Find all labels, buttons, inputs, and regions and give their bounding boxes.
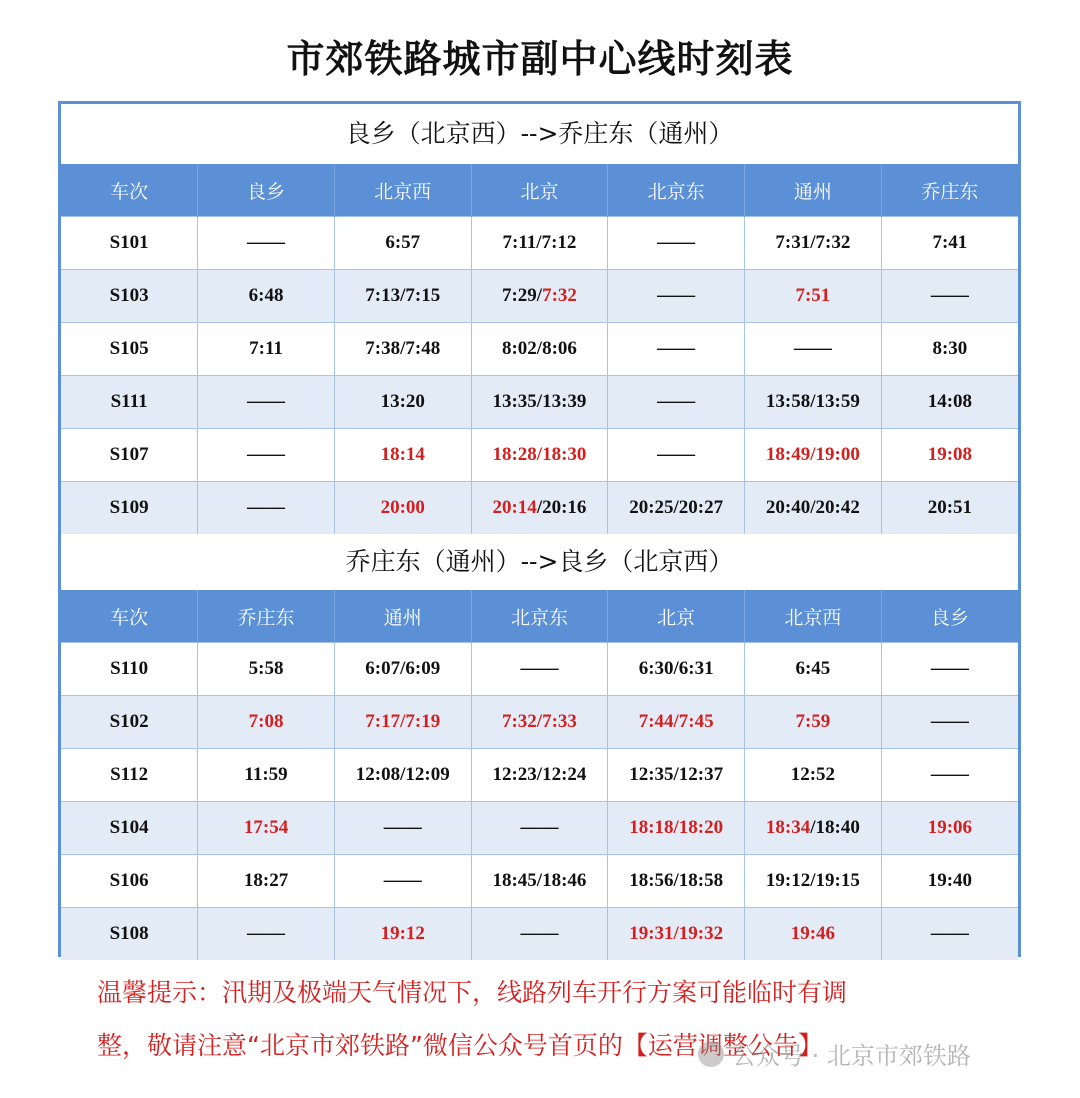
cell-text: —— xyxy=(930,658,969,679)
cell-text: 7:08 xyxy=(248,711,284,732)
cell-text: —— xyxy=(520,817,559,838)
train-number-cell xyxy=(61,217,198,270)
watermark xyxy=(698,1036,971,1071)
time-cell xyxy=(745,802,882,855)
cell-text: 8:30 xyxy=(932,338,968,359)
cell-text: 19:08 xyxy=(927,444,973,465)
time-cell xyxy=(471,376,608,429)
time-cell xyxy=(198,749,335,802)
time-cell xyxy=(881,855,1018,908)
table-row xyxy=(61,749,1018,802)
cell-text: —— xyxy=(657,338,696,359)
header-row xyxy=(61,164,1018,217)
time-cell xyxy=(608,217,745,270)
time-cell xyxy=(471,908,608,961)
time-cell xyxy=(881,908,1018,961)
time-cell xyxy=(745,908,882,961)
header-row xyxy=(61,590,1018,643)
time-cell xyxy=(608,696,745,749)
table-row xyxy=(61,908,1018,961)
train-number-cell xyxy=(61,749,198,802)
cell-text: 7:59 xyxy=(795,711,831,732)
page-title: 市郊铁路城市副中心线时刻表 xyxy=(286,36,794,81)
train-number-cell xyxy=(61,696,198,749)
cell-text: 19:40 xyxy=(927,870,973,891)
column-header: 良乡 xyxy=(198,164,335,217)
time-cell xyxy=(334,855,471,908)
cell-text: 13:35/13:39 xyxy=(492,391,587,412)
cell-text: —— xyxy=(520,658,559,679)
cell-text: 7:29/ xyxy=(501,285,543,306)
time-cell xyxy=(334,376,471,429)
table-row xyxy=(61,323,1018,376)
train-number-cell xyxy=(61,429,198,482)
time-cell xyxy=(334,482,471,535)
time-cell xyxy=(334,323,471,376)
cell-text: 7:51 xyxy=(795,285,831,306)
column-header: 良乡 xyxy=(881,590,1018,643)
cell-text: 19:06 xyxy=(927,817,973,838)
time-cell xyxy=(608,482,745,535)
cell-text: —— xyxy=(247,444,286,465)
cell-text: —— xyxy=(930,285,969,306)
cell-text: S110 xyxy=(110,658,149,679)
cell-text: 7:41 xyxy=(932,232,968,253)
cell-text: 19:12 xyxy=(380,923,425,944)
table-row xyxy=(61,696,1018,749)
table-row xyxy=(61,376,1018,429)
time-cell xyxy=(881,482,1018,535)
cell-text: 18:27 xyxy=(243,870,289,891)
cell-text: 18:49/19:00 xyxy=(765,444,860,465)
column-header: 北京东 xyxy=(608,164,745,217)
cell-text: 18:28/18:30 xyxy=(492,444,587,465)
time-cell xyxy=(198,802,335,855)
time-cell xyxy=(198,429,335,482)
time-cell xyxy=(471,429,608,482)
cell-text: —— xyxy=(383,870,422,891)
cell-text: 20:14 xyxy=(492,497,537,518)
timetable-frame xyxy=(58,101,1021,957)
time-cell xyxy=(881,749,1018,802)
direction-title-outbound: 良乡（北京西）-->乔庄东（通州） xyxy=(345,119,734,148)
cell-text: S111 xyxy=(110,391,148,412)
cell-text: S104 xyxy=(109,817,149,838)
table-row xyxy=(61,855,1018,908)
cell-text: —— xyxy=(793,338,832,359)
direction-title-inbound: 乔庄东（通州）-->良乡（北京西） xyxy=(345,547,734,576)
time-cell xyxy=(745,749,882,802)
cell-text: 7:11/7:12 xyxy=(502,232,577,253)
train-number-cell xyxy=(61,643,198,696)
time-cell xyxy=(471,643,608,696)
time-cell xyxy=(334,749,471,802)
table-row xyxy=(61,270,1018,323)
column-header: 车次 xyxy=(61,590,198,643)
time-cell xyxy=(608,643,745,696)
train-number-cell xyxy=(61,855,198,908)
time-cell xyxy=(608,908,745,961)
time-cell xyxy=(745,270,882,323)
time-cell xyxy=(608,855,745,908)
cell-text: S112 xyxy=(110,764,149,785)
cell-text: 7:13/7:15 xyxy=(365,285,441,306)
cell-text: 8:02/8:06 xyxy=(501,338,577,359)
column-header: 北京东 xyxy=(471,590,608,643)
time-cell xyxy=(471,482,608,535)
time-cell xyxy=(608,749,745,802)
train-number-cell xyxy=(61,270,198,323)
cell-text: 14:08 xyxy=(927,391,973,412)
column-header: 车次 xyxy=(61,164,198,217)
cell-text: 6:45 xyxy=(795,658,831,679)
cell-text: 13:58/13:59 xyxy=(765,391,860,412)
time-cell xyxy=(745,855,882,908)
time-cell xyxy=(471,696,608,749)
time-cell xyxy=(745,429,882,482)
column-header: 北京 xyxy=(471,164,608,217)
cell-text: S107 xyxy=(109,444,149,465)
cell-text: 18:18/18:20 xyxy=(629,817,724,838)
time-cell xyxy=(471,323,608,376)
time-cell xyxy=(881,376,1018,429)
cell-text: 12:52 xyxy=(790,764,836,785)
wechat-icon xyxy=(698,1041,724,1067)
time-cell xyxy=(608,323,745,376)
train-number-cell xyxy=(61,323,198,376)
time-cell xyxy=(471,749,608,802)
time-cell xyxy=(334,908,471,961)
cell-text: S103 xyxy=(109,285,149,306)
time-cell xyxy=(198,323,335,376)
cell-text: 7:31/7:32 xyxy=(775,232,851,253)
train-number-cell xyxy=(61,802,198,855)
cell-text: —— xyxy=(247,923,286,944)
time-cell xyxy=(745,482,882,535)
cell-text: 20:00 xyxy=(380,497,425,518)
cell-text: —— xyxy=(930,764,969,785)
time-cell xyxy=(608,270,745,323)
cell-text: —— xyxy=(930,923,969,944)
cell-text: 18:14 xyxy=(380,444,425,465)
timetable-outbound xyxy=(61,164,1018,534)
notice-line-1: 温馨提示：汛期及极端天气情况下，线路列车开行方案可能临时有调 xyxy=(97,978,848,1007)
time-cell xyxy=(608,376,745,429)
time-cell xyxy=(745,643,882,696)
watermark-text: 公众号 · 北京市郊铁路 xyxy=(732,1042,971,1070)
cell-text: S108 xyxy=(109,923,149,944)
cell-text: 18:56/18:58 xyxy=(629,870,724,891)
time-cell xyxy=(198,482,335,535)
time-cell xyxy=(608,429,745,482)
time-cell xyxy=(198,643,335,696)
timetable-inbound xyxy=(61,590,1018,960)
column-header: 通州 xyxy=(334,590,471,643)
time-cell xyxy=(471,270,608,323)
time-cell xyxy=(608,802,745,855)
cell-text: 6:48 xyxy=(248,285,284,306)
cell-text: 19:12/19:15 xyxy=(765,870,860,891)
time-cell xyxy=(745,323,882,376)
time-cell xyxy=(198,855,335,908)
cell-text: —— xyxy=(247,232,286,253)
cell-text: 7:17/7:19 xyxy=(365,711,441,732)
cell-text: —— xyxy=(657,285,696,306)
time-cell xyxy=(881,643,1018,696)
time-cell xyxy=(881,323,1018,376)
column-header: 北京 xyxy=(608,590,745,643)
train-number-cell xyxy=(61,482,198,535)
cell-text: 19:46 xyxy=(790,923,836,944)
time-cell xyxy=(881,429,1018,482)
cell-text: S101 xyxy=(109,232,149,253)
time-cell xyxy=(334,429,471,482)
cell-text: 5:58 xyxy=(248,658,284,679)
cell-text: 7:32 xyxy=(542,285,577,306)
cell-text: /18:40 xyxy=(810,817,860,838)
cell-text: 18:45/18:46 xyxy=(492,870,587,891)
cell-text: 11:59 xyxy=(244,764,288,785)
time-cell xyxy=(881,217,1018,270)
table-row xyxy=(61,643,1018,696)
cell-text: 17:54 xyxy=(243,817,289,838)
time-cell xyxy=(334,802,471,855)
time-cell xyxy=(881,270,1018,323)
cell-text: —— xyxy=(657,444,696,465)
cell-text: 20:40/20:42 xyxy=(765,497,860,518)
cell-text: 6:07/6:09 xyxy=(365,658,441,679)
cell-text: S109 xyxy=(109,497,149,518)
train-number-cell xyxy=(61,376,198,429)
column-header: 通州 xyxy=(745,164,882,217)
cell-text: S106 xyxy=(109,870,149,891)
cell-text: —— xyxy=(657,391,696,412)
table-row xyxy=(61,802,1018,855)
cell-text: 20:25/20:27 xyxy=(629,497,724,518)
time-cell xyxy=(198,908,335,961)
cell-text: 6:30/6:31 xyxy=(638,658,714,679)
time-cell xyxy=(334,270,471,323)
cell-text: 6:57 xyxy=(385,232,421,253)
train-number-cell xyxy=(61,908,198,961)
time-cell xyxy=(745,376,882,429)
cell-text: 13:20 xyxy=(380,391,425,412)
cell-text: 7:11 xyxy=(249,338,283,359)
column-header: 乔庄东 xyxy=(198,590,335,643)
cell-text: —— xyxy=(247,391,286,412)
time-cell xyxy=(745,217,882,270)
cell-text: 7:44/7:45 xyxy=(638,711,714,732)
time-cell xyxy=(471,855,608,908)
cell-text: 12:35/12:37 xyxy=(629,764,724,785)
cell-text: —— xyxy=(520,923,559,944)
time-cell xyxy=(471,802,608,855)
time-cell xyxy=(881,802,1018,855)
notice-line-2: 整，敬请注意“北京市郊铁路”微信公众号首页的【运营调整公告】 xyxy=(97,1031,823,1060)
cell-text: 19:31/19:32 xyxy=(629,923,724,944)
column-header: 北京西 xyxy=(745,590,882,643)
cell-text: —— xyxy=(930,711,969,732)
time-cell xyxy=(334,643,471,696)
cell-text: 18:34 xyxy=(765,817,811,838)
table-row xyxy=(61,482,1018,535)
time-cell xyxy=(881,696,1018,749)
cell-text: 7:38/7:48 xyxy=(365,338,441,359)
time-cell xyxy=(198,270,335,323)
cell-text: —— xyxy=(247,497,286,518)
time-cell xyxy=(198,376,335,429)
cell-text: —— xyxy=(657,232,696,253)
cell-text: —— xyxy=(383,817,422,838)
cell-text: 7:32/7:33 xyxy=(501,711,577,732)
cell-text: S102 xyxy=(109,711,149,732)
time-cell xyxy=(471,217,608,270)
cell-text: 20:51 xyxy=(927,497,973,518)
time-cell xyxy=(334,217,471,270)
table-row xyxy=(61,217,1018,270)
time-cell xyxy=(198,217,335,270)
time-cell xyxy=(334,696,471,749)
column-header: 北京西 xyxy=(334,164,471,217)
cell-text: 12:08/12:09 xyxy=(355,764,450,785)
time-cell xyxy=(745,696,882,749)
cell-text: S105 xyxy=(109,338,149,359)
cell-text: 12:23/12:24 xyxy=(492,764,587,785)
table-row xyxy=(61,429,1018,482)
cell-text: /20:16 xyxy=(536,497,587,518)
time-cell xyxy=(198,696,335,749)
column-header: 乔庄东 xyxy=(881,164,1018,217)
